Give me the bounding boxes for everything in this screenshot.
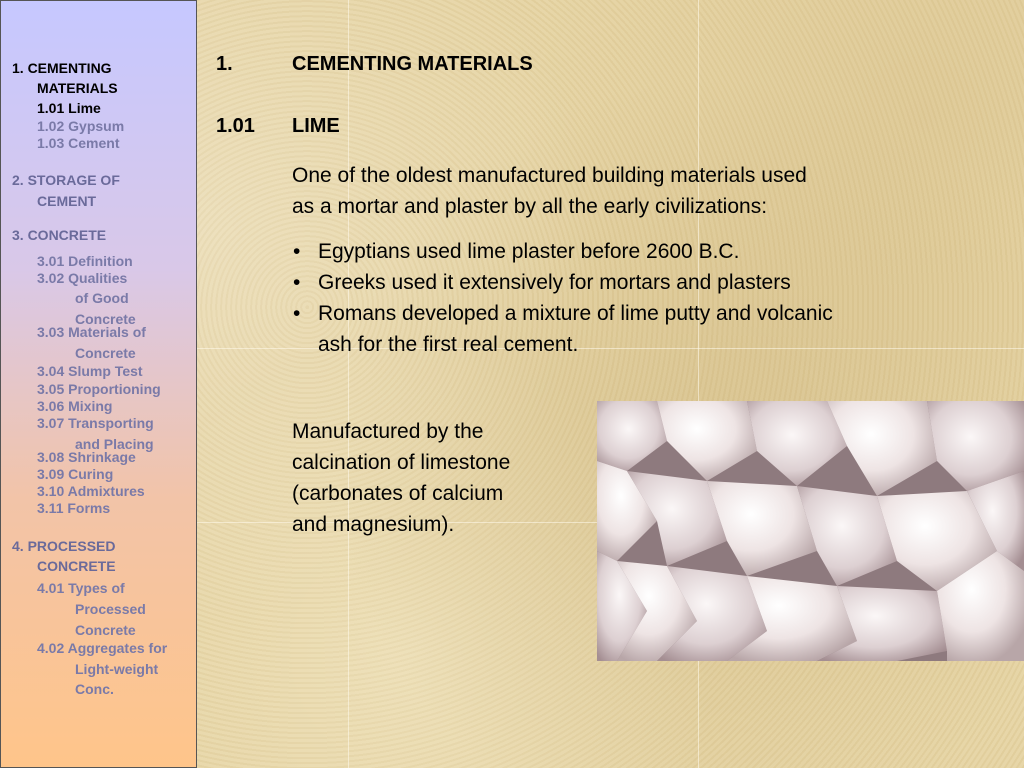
caption-line: calcination of limestone [292, 451, 511, 474]
intro-line-1: One of the oldest manufactured building materials used [292, 164, 807, 187]
nav-item-mixing[interactable]: 3.06 Mixing [37, 398, 113, 414]
subsection-title: LIME [292, 115, 340, 137]
intro-line-2: as a mortar and plaster by all the early civilizations: [292, 195, 768, 218]
nav-item-admixtures[interactable]: 3.10 Admixtures [37, 483, 145, 499]
nav-item-aggregates-cont[interactable]: Light-weight [75, 661, 159, 677]
caption-line: Manufactured by the [292, 420, 484, 443]
grid-line [348, 0, 349, 768]
nav-item-qualities[interactable]: 3.02 Qualities [37, 270, 128, 286]
nav-item-materials-of-concrete[interactable]: 3.03 Materials of [37, 324, 146, 340]
nav-item-gypsum[interactable]: 1.02 Gypsum [37, 118, 125, 134]
nav-item-processed-concrete-cont[interactable]: CONCRETE [37, 558, 116, 574]
nav-item-types-of-processed-cont2[interactable]: Concrete [75, 622, 136, 638]
subsection-number: 1.01 [216, 115, 255, 137]
bullet-text-cont: ash for the first real cement. [318, 333, 579, 356]
bullet-item [293, 267, 973, 298]
limestone-image [597, 401, 1024, 661]
nav-item-storage-of-cement-cont[interactable]: CEMENT [37, 193, 97, 209]
nav-item-cementing-materials[interactable]: 1. CEMENTING [12, 60, 112, 76]
nav-item-types-of-processed-cont[interactable]: Processed [75, 601, 146, 617]
nav-item-lime[interactable]: 1.01 Lime [37, 100, 101, 116]
nav-item-types-of-processed[interactable]: 4.01 Types of [37, 580, 125, 596]
section-number: 1. [216, 53, 233, 75]
nav-item-cement[interactable]: 1.03 Cement [37, 135, 120, 151]
nav-item-transporting[interactable]: 3.07 Transporting [37, 415, 154, 431]
limestone-photo [597, 401, 1024, 661]
nav-item-cementing-materials-cont[interactable]: MATERIALS [37, 80, 118, 96]
section-title: CEMENTING MATERIALS [292, 53, 533, 75]
bullet-item [293, 298, 973, 360]
nav-item-curing[interactable]: 3.09 Curing [37, 466, 114, 482]
bullet-text: Greeks used it extensively for mortars and plasters [318, 271, 791, 294]
nav-item-qualities-cont[interactable]: of Good [75, 290, 129, 306]
nav-item-proportioning[interactable]: 3.05 Proportioning [37, 381, 161, 397]
nav-item-slump-test[interactable]: 3.04 Slump Test [37, 363, 143, 379]
nav-item-transporting-cont[interactable]: and Placing [75, 436, 154, 452]
bullet-item [293, 236, 973, 267]
bullet-dot: • [293, 240, 301, 263]
nav-item-definition[interactable]: 3.01 Definition [37, 253, 133, 269]
bullet-text: Romans developed a mixture of lime putty and volcanic [318, 302, 833, 325]
nav-item-qualities-cont2[interactable]: Concrete [75, 311, 136, 327]
bullet-dot: • [293, 271, 301, 294]
caption-line: and magnesium). [292, 513, 455, 536]
nav-item-shrinkage[interactable]: 3.08 Shrinkage [37, 449, 136, 465]
bullet-dot: • [293, 302, 301, 325]
bullet-text: Egyptians used lime plaster before 2600 B.C. [318, 240, 740, 263]
nav-item-aggregates-cont2[interactable]: Conc. [75, 681, 114, 697]
nav-item-concrete[interactable]: 3. CONCRETE [12, 227, 107, 243]
sidebar-nav [0, 0, 197, 768]
nav-item-storage-of-cement[interactable]: 2. STORAGE OF [12, 172, 120, 188]
nav-item-processed-concrete[interactable]: 4. PROCESSED [12, 538, 116, 554]
caption-line: (carbonates of calcium [292, 482, 504, 505]
nav-item-aggregates[interactable]: 4.02 Aggregates for [37, 640, 168, 656]
nav-item-forms[interactable]: 3.11 Forms [37, 500, 111, 516]
nav-item-materials-of-concrete-cont[interactable]: Concrete [75, 345, 136, 361]
